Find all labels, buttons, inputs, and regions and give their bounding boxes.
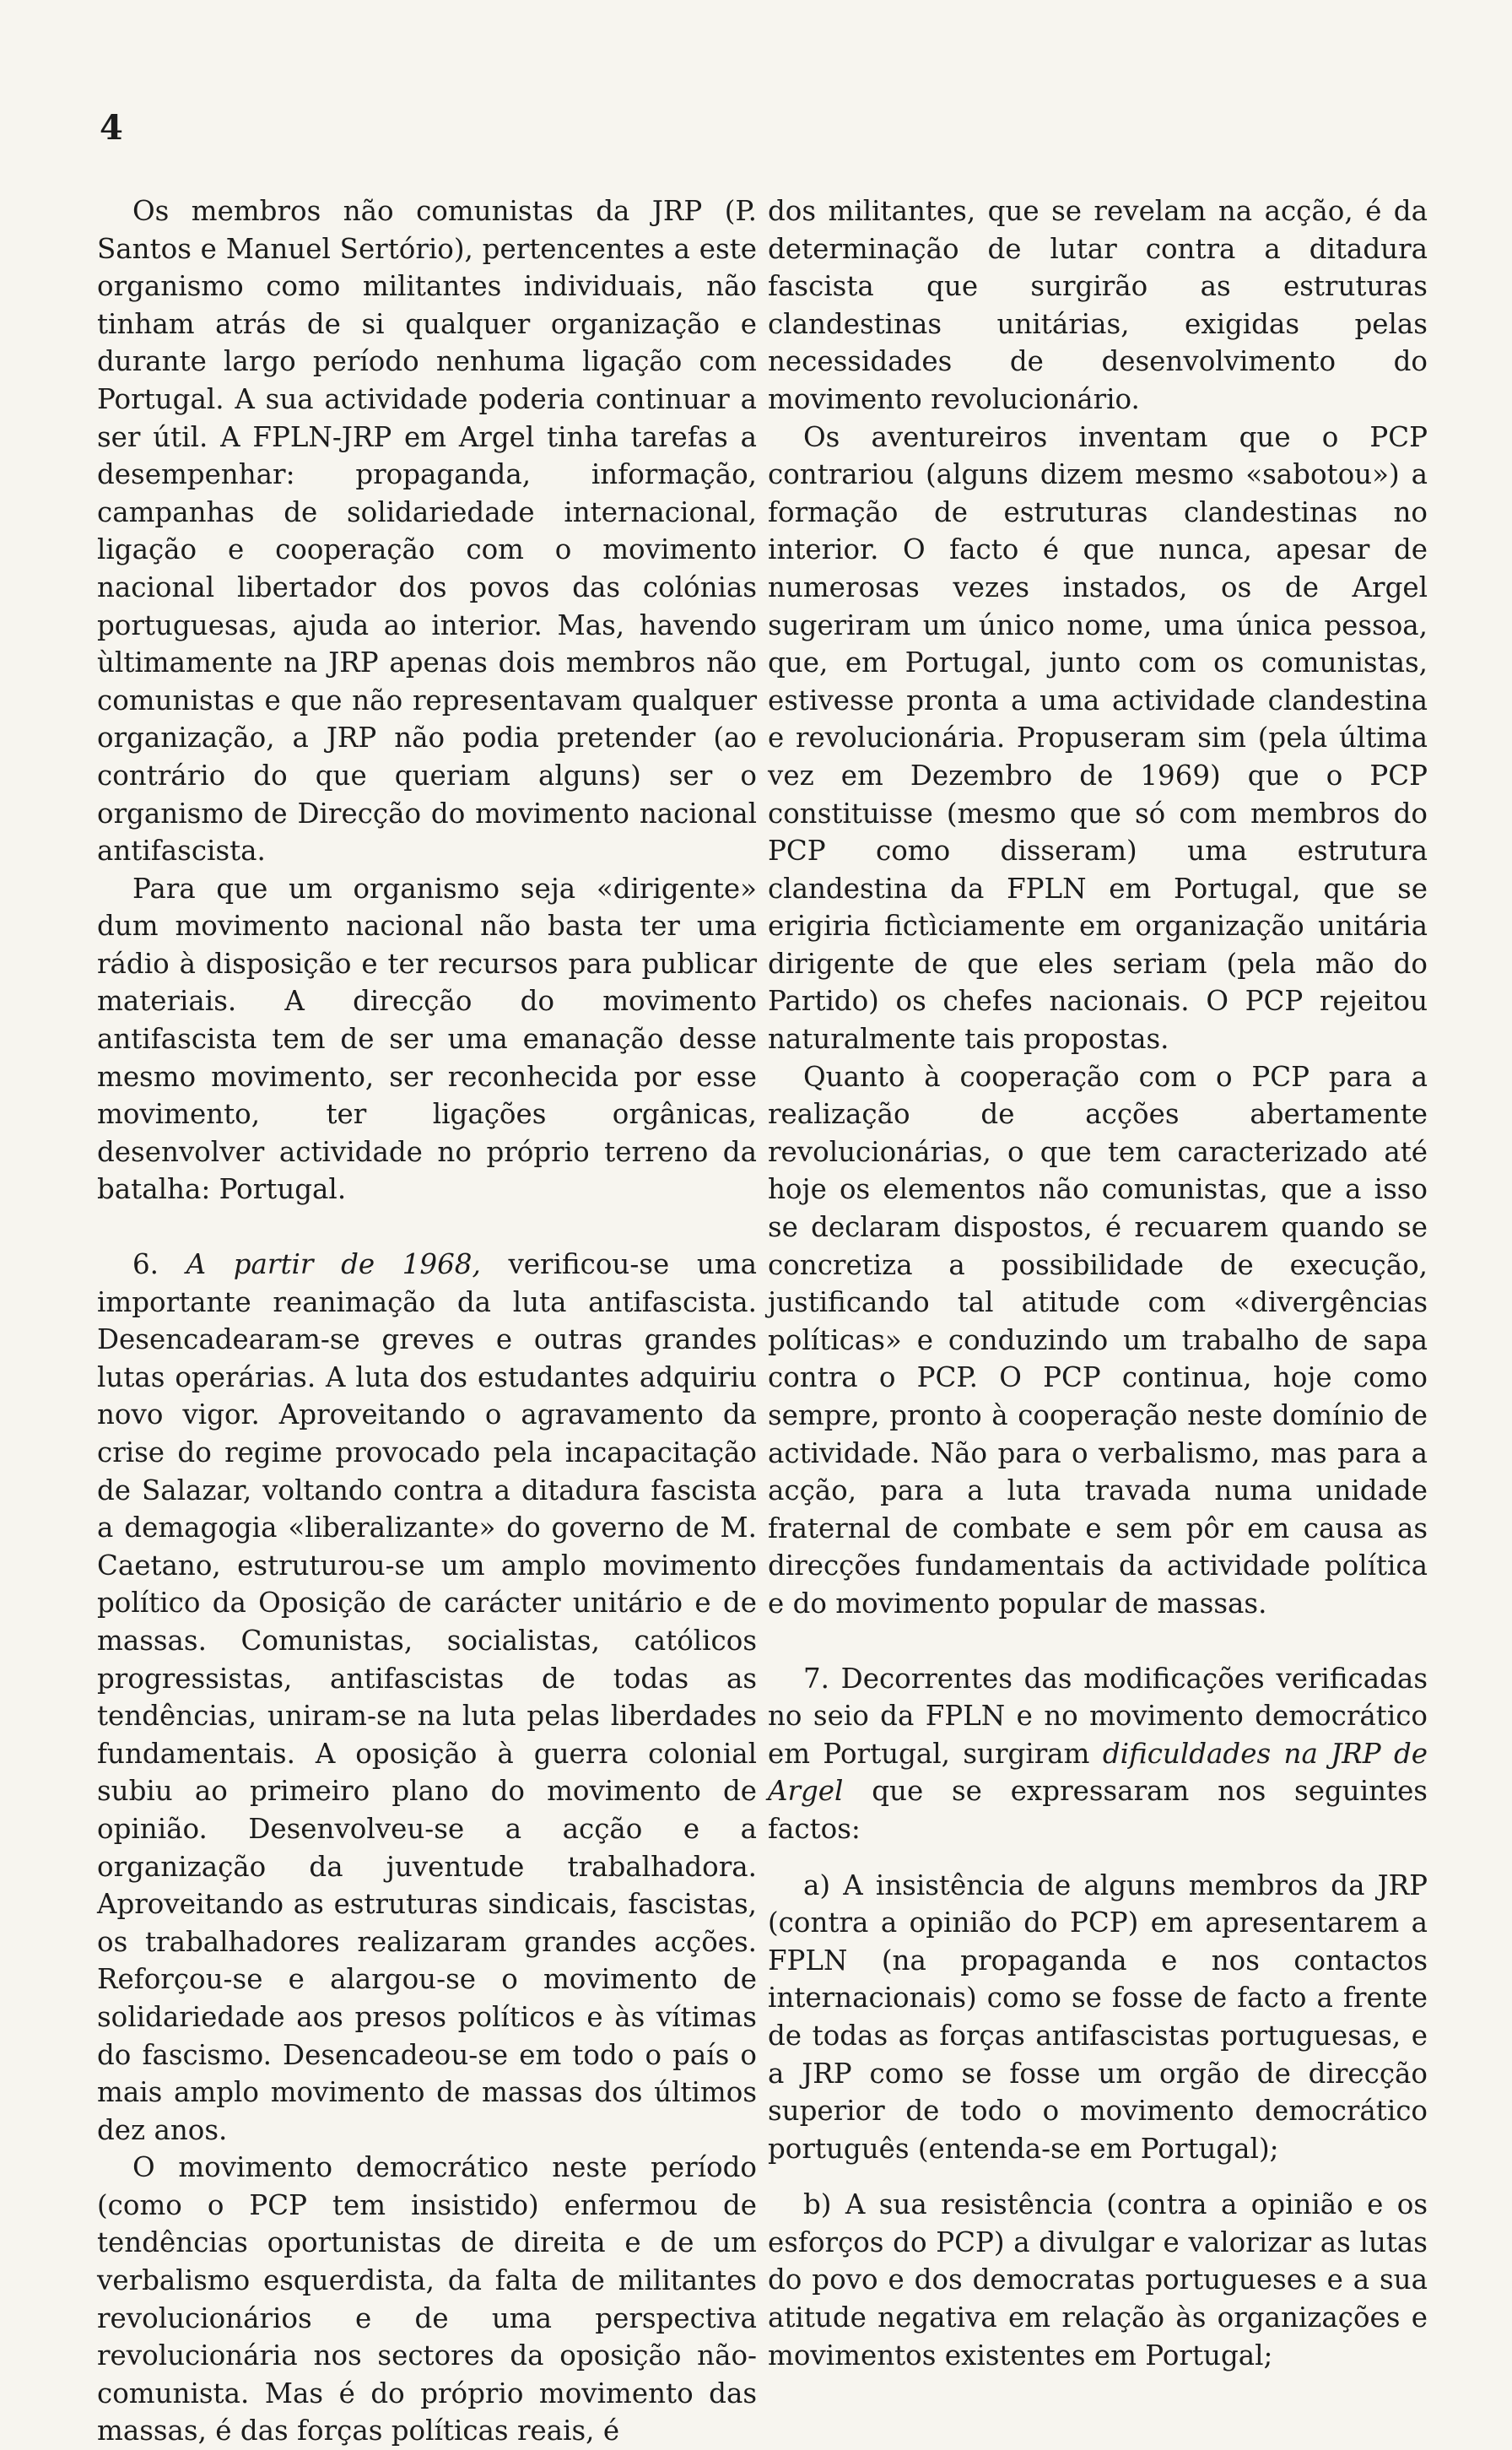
paragraph-dirigente: Para que um organismo seja «dirigente» dum movimento nacional não basta ter uma rádio à disposição e ter recursos para publicar materiais. A direcção do movimento antifascista tem de ser uma emanação desse mesmo movimento, ser reconhecida por esse movimento, ter ligações orgânicas, desenvolver actividade no próprio terreno da batalha: Portugal. <box>97 872 757 1206</box>
section-number: 6. <box>132 1248 159 1281</box>
section-7-intro: 7. Decorrentes das modificações verificadas no seio da FPLN e no movimento democrático em Portugal, surgiram <box>768 1662 1428 1770</box>
section-7-emphasis: dificuldades na JRP de Argel <box>768 1737 1428 1808</box>
paragraph-cooperation: Quanto à cooperação com o PCP para a realização de acções abertamente revolucionárias, o que tem caracterizado até hoje os elementos não comunistas, que a isso se declaram dispostos, é recuarem quando se concretiza a possibilidade de execução, justificando tal atitude com «divergências políticas» e conduzindo um trabalho de sapa contra o PCP. O PCP continua, hoje como sempre, pronto à cooperação neste domínio de actividade. Não para o verbalismo, mas para a acção, para a luta travada numa unidade fraternal de combate e sem pôr em causa as direcções fundamentais da actividade política e do movimento popular de massas. <box>768 1060 1428 1620</box>
section-7-outro: que se expressaram nos seguintes factos: <box>768 1775 1428 1845</box>
paragraph-section-7 <box>768 1660 1428 1848</box>
list-item-a: a) A insistência de alguns membros da JRP (contra a opinião do PCP) em apresentarem a FPLN (na propaganda e nos contactos internacionais) como se fosse de facto a frente de todas as forças antifascistas portuguesas, e a JRP como se fosse um orgão de direcção superior de todo o movimento democrático português (entenda-se em Portugal); <box>768 1869 1428 2165</box>
paragraph-section-6 <box>97 1246 757 2149</box>
paragraph-jrp-members: Os membros não comunistas da JRP (P. Santos e Manuel Sertório), pertencentes a este organismo como militantes individuais, não tinham atrás de si qualquer organização e durante largo período nenhuma ligação com Portugal. A sua actividade poderia continuar a ser útil. A FPLN-JRP em Argel tinha tarefas a desempenhar: propaganda, informação, campanhas de solidariedade internacional, ligação e cooperação com o movimento nacional libertador dos povos das colónias portuguesas, ajuda ao interior. Mas, havendo ùltimamente na JRP apenas dois membros não comunistas e que não representavam qualquer organização, a JRP não podia pretender (ao contrário do que queriam alguns) ser o organismo de Direcção do movimento nacional antifascista. <box>97 195 757 868</box>
paragraph-adventurers: Os aventureiros inventam que o PCP contrariou (alguns dizem mesmo «sabotou») a formação de estruturas clandestinas no interior. O facto é que nunca, apesar de numerosas vezes instados, os de Argel sugeriram um único nome, uma única pessoa, que, em Portugal, junto com os comunistas, estivesse pronta a uma actividade clandestina e revolucionária. Propuseram sim (pela última vez em Dezembro de 1969) que o PCP constituisse (mesmo que só com membros do PCP como disseram) uma estrutura clandestina da FPLN em Portugal, que se erigiria fictìciamente em organização unitária dirigente de que eles seriam (pela mão do Partido) os chefes nacionais. O PCP rejeitou naturalmente tais propostas. <box>768 420 1428 1056</box>
page-number: 4 <box>100 108 123 148</box>
section-6-text: verificou-se uma importante reanimação da luta antifascista. Desencadearam-se greves e outras grandes lutas operárias. A luta dos estudantes adquiriu novo vigor. Aproveitando o agravamento da crise do regime provocado pela incapacitação de Salazar, voltando contra a ditadura fascista a demagogia «liberalizante» do governo de M. Caetano, estruturou-se um amplo movimento político da Oposição de carácter unitário e de massas. Comunistas, socialistas, católicos progressistas, antifascistas de todas as tendências, uniram-se na luta pelas liberdades fundamentais. A oposição à guerra colonial subiu ao primeiro plano do movimento de opinião. Desenvolveu-se a acção e a organização da juventude trabalhadora. Aproveitando as estruturas sindicais, fascistas, os trabalhadores realizaram grandes acções. Reforçou-se e alargou-se o movimento de solidariedade aos presos políticos e às vítimas do fascismo. Desencadeou-se em todo o país o mais amplo movimento de massas dos últimos dez anos. <box>97 1248 757 2146</box>
paragraph-democratic-movement: O movimento democrático neste período (como o PCP tem insistido) enfermou de tendências oportunistas de direita e de um verbalismo esquerdista, da falta de militantes revolucionários e de uma perspectiva revolucionária nos sectores da oposição não-comunista. Mas é do próprio movimento das massas, é das forças políticas reais, é <box>97 2151 757 2447</box>
left-column <box>97 192 757 2450</box>
paragraph-militants: dos militantes, que se revelam na acção, é da determinação de lutar contra a ditadura fascista que surgirão as estruturas clandestinas unitárias, exigidas pelas necessidades de desenvolvimento do movimento revolucionário. <box>768 195 1428 415</box>
right-column <box>768 192 1428 2374</box>
list-item-b: b) A sua resistência (contra a opinião e os esforços do PCP) a divulgar e valorizar as lutas do povo e dos democratas portugueses e a sua atitude negativa em relação às organizações e movimentos existentes em Portugal; <box>768 2188 1428 2372</box>
section-emphasis: A partir de 1968, <box>186 1248 481 1281</box>
